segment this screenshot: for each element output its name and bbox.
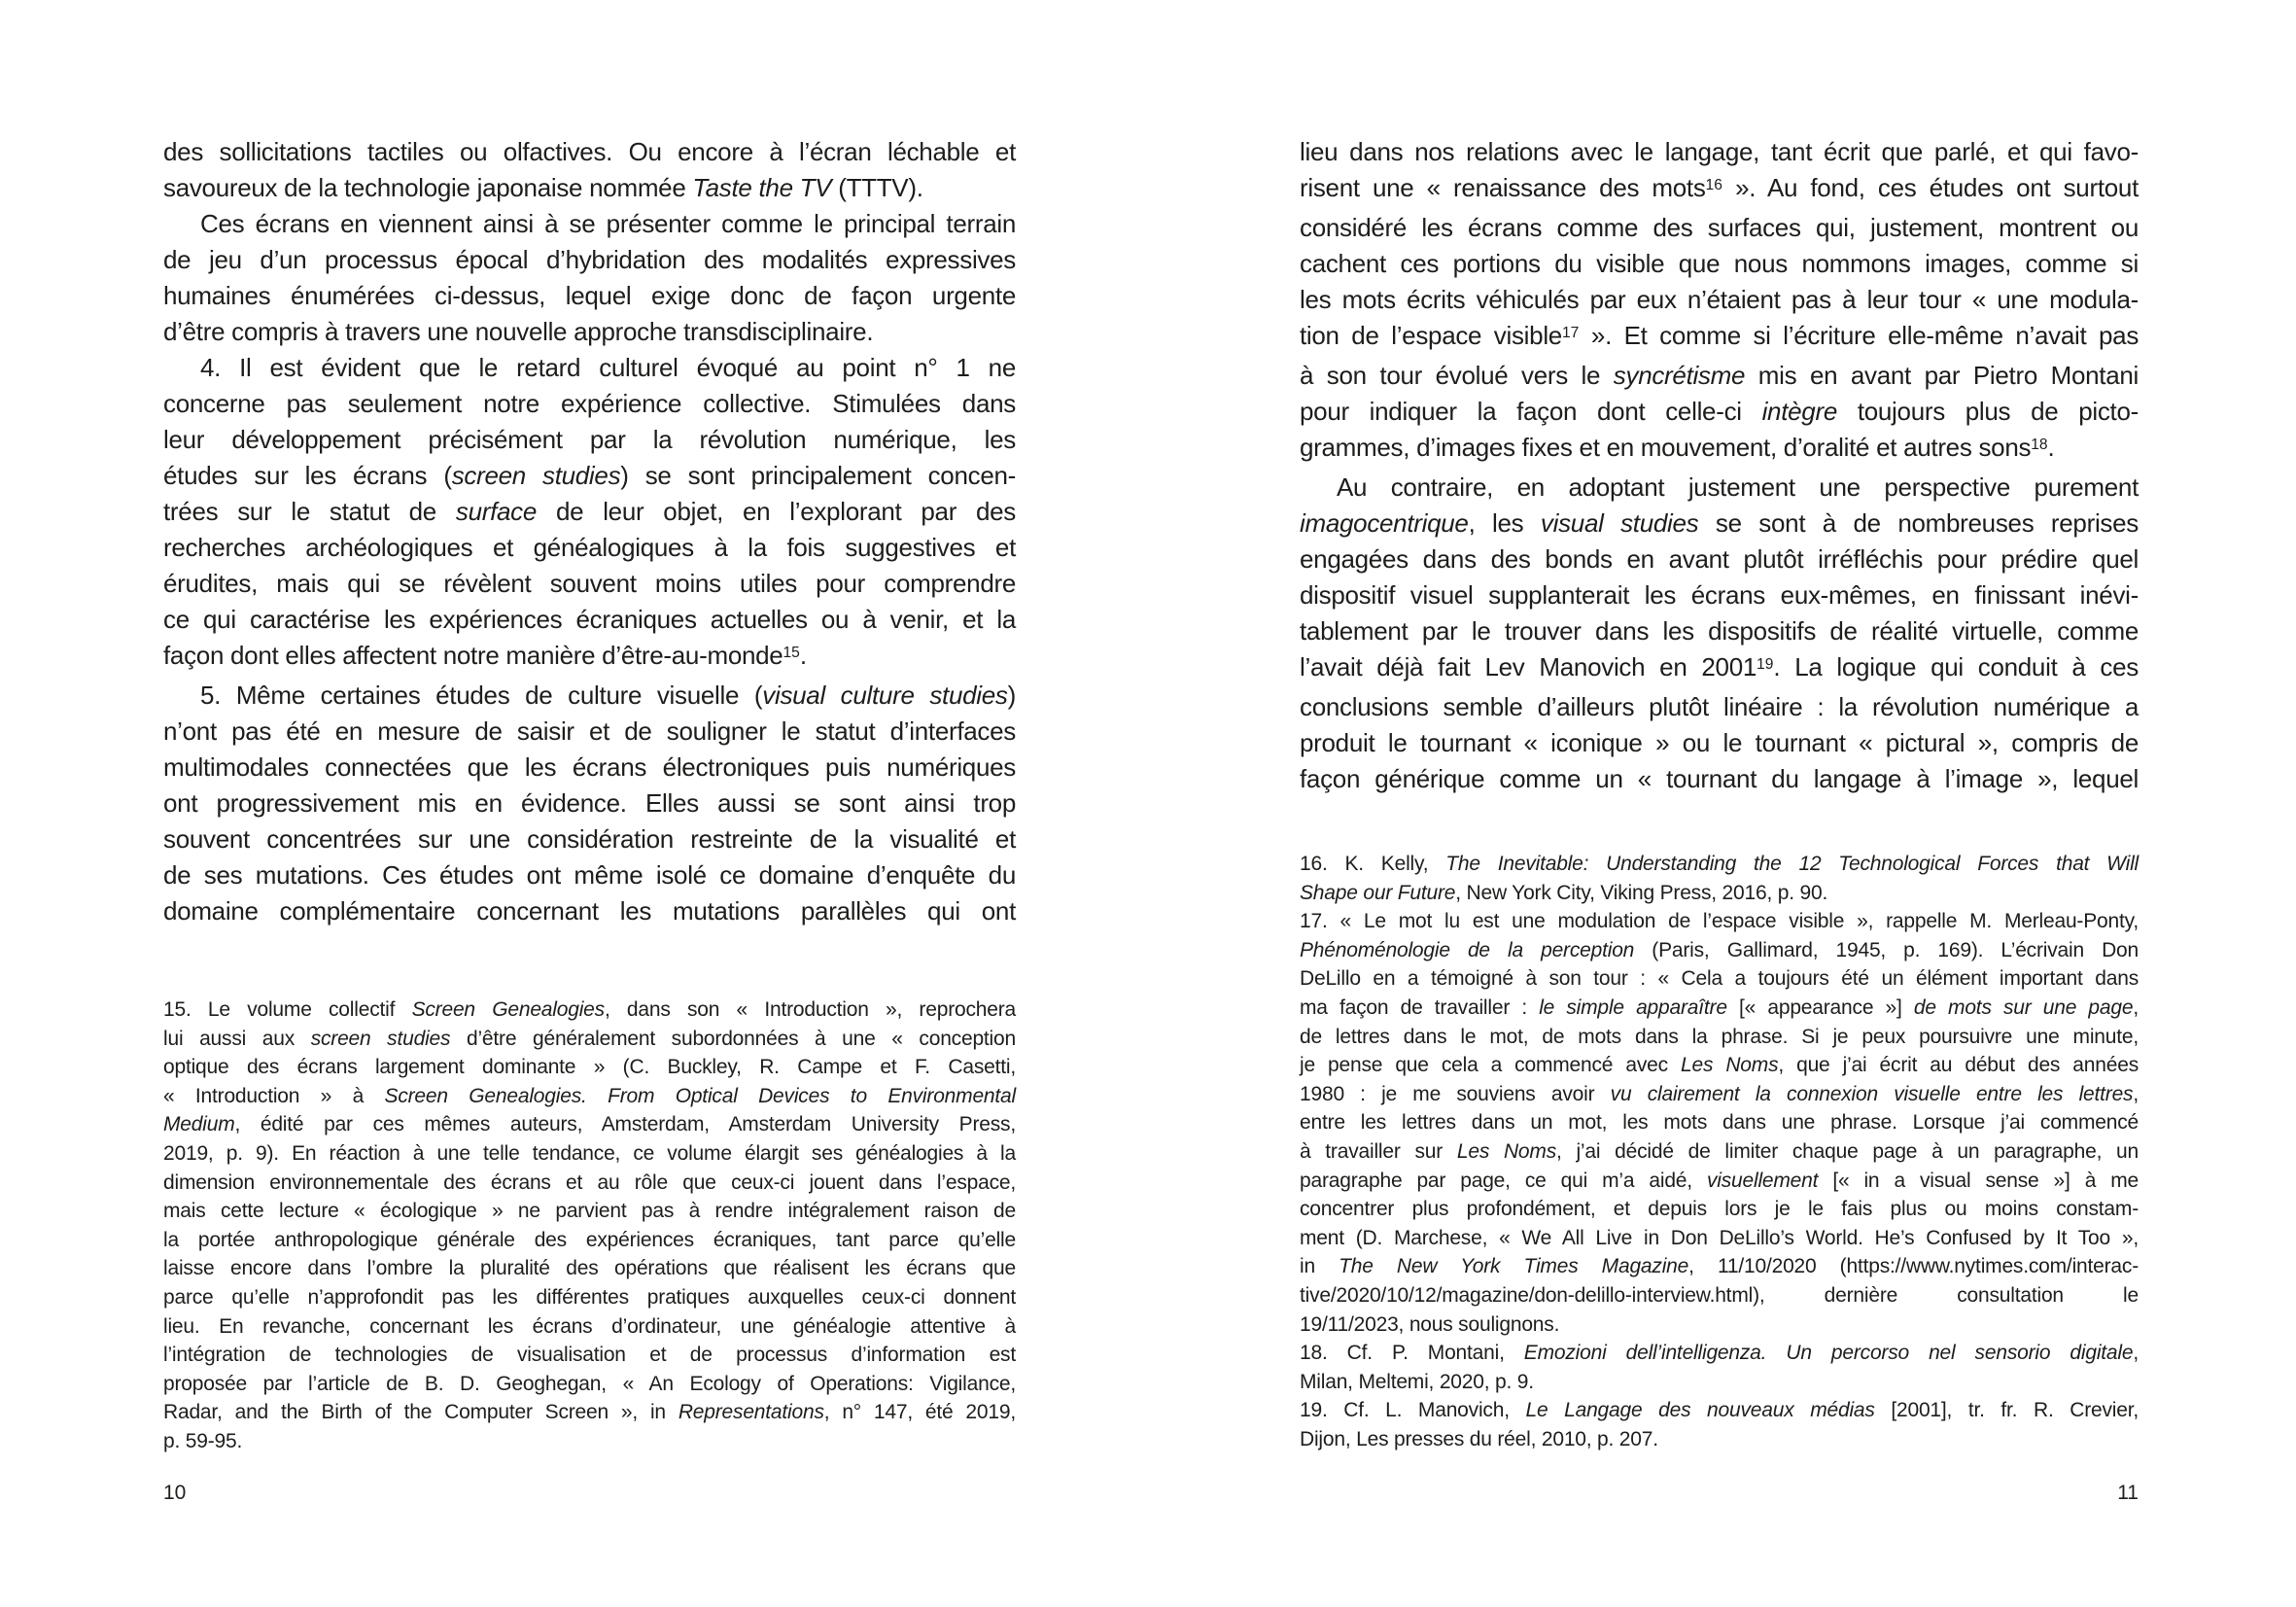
text-segment: Le Langage des nouveaux médias <box>1525 1399 1875 1422</box>
text-line <box>1300 170 2139 210</box>
text-segment: Ces écrans en viennent ainsi à se présenter comme le principal terrain <box>200 209 1016 238</box>
text-line <box>1300 541 2139 577</box>
text-segment: Shape our Future <box>1300 881 1456 904</box>
text-line <box>1300 430 2139 470</box>
text-segment: imagocentrique <box>1300 508 1469 538</box>
text-line <box>1300 1224 2139 1253</box>
text-line <box>1300 725 2139 761</box>
text-line <box>163 1197 1016 1226</box>
text-segment: mis en avant par Pietro Montani <box>1745 361 2139 390</box>
text-segment: à travailler sur <box>1300 1139 1457 1163</box>
text-segment: d’être compris à travers une nouvelle approche transdisciplinaire. <box>163 317 874 346</box>
text-segment: , les <box>1468 508 1541 538</box>
text-segment: domaine complémentaire concernant les mutations parallèles qui ont <box>163 896 1016 926</box>
text-line <box>163 1139 1016 1169</box>
text-segment: The Inevitable: Understanding the 12 Technological Forces that Will <box>1445 853 2139 875</box>
text-segment: dispositif visuel supplanterait les écrans eux-mêmes, en finissant inévi- <box>1300 580 2139 610</box>
text-line <box>163 602 1016 638</box>
text-line <box>1300 964 2139 994</box>
left-footnotes <box>163 996 1016 1456</box>
text-segment: la portée anthropologique générale des expériences écraniques, tant parce qu’elle <box>163 1228 1016 1251</box>
text-line <box>1300 1396 2139 1425</box>
text-line <box>163 530 1016 566</box>
text-line <box>1300 1368 2139 1397</box>
left-body-text <box>163 134 1016 929</box>
footnote-reference: 18 <box>2031 436 2048 453</box>
text-segment: 1980 : je me souviens avoir <box>1300 1082 1611 1105</box>
text-segment: Phénoménologie de la perception <box>1300 938 1635 961</box>
text-segment: engagées dans des bonds en avant plutôt irréfléchis pour prédire quel <box>1300 544 2139 574</box>
text-segment: Screen Genealogies. From Optical Devices to Environmental <box>384 1084 1016 1107</box>
text-segment: humaines énumérées ci-dessus, lequel exige donc de façon urgente <box>163 281 1016 310</box>
text-line <box>1300 936 2139 965</box>
text-segment: le simple apparaître <box>1539 996 1727 1019</box>
text-segment: ce qui caractérise les expériences écraniques actuelles ou à venir, et la <box>163 605 1016 634</box>
text-segment: p. 59-95. <box>163 1429 243 1452</box>
text-segment: de jeu d’un processus épocal d’hybridation des modalités expressives <box>163 245 1016 274</box>
text-line <box>163 1169 1016 1198</box>
text-line <box>1300 210 2139 246</box>
text-segment: Radar, and the Birth of the Computer Screen », in <box>163 1401 678 1424</box>
text-segment: Milan, Meltemi, 2020, p. 9. <box>1300 1370 1534 1393</box>
text-segment: leur développement précisément par la révolution numérique, les <box>163 425 1016 454</box>
text-segment: lui aussi aux <box>163 1027 311 1050</box>
text-segment: Medium <box>163 1113 235 1136</box>
page-number-right: 11 <box>2117 1482 2139 1504</box>
text-segment: , édité par ces mêmes auteurs, Amsterdam, Amsterdam University Press, <box>234 1113 1016 1136</box>
text-segment: entre les lettres dans un mot, les mots dans une phrase. Lorsque j’ai commencé <box>1300 1111 2139 1135</box>
text-line <box>1300 1425 2139 1454</box>
text-segment: ont progressivement mis en évidence. Elles aussi se sont ainsi trop <box>163 788 1016 818</box>
text-segment: optique des écrans largement dominante » (C. Buckley, R. Campe et F. Casetti, <box>163 1056 1016 1079</box>
text-line <box>1300 879 2139 908</box>
text-line <box>163 1254 1016 1283</box>
text-segment: ) <box>1007 681 1016 710</box>
text-segment: paragraphe par page, ce qui m’a aidé, <box>1300 1169 1707 1192</box>
text-segment: je pense que cela a commencé avec <box>1300 1054 1681 1077</box>
text-line <box>163 1283 1016 1312</box>
text-segment: souvent concentrées sur une considération restreinte de la visualité et <box>163 824 1016 854</box>
text-line <box>1300 318 2139 358</box>
text-segment: Dijon, Les presses du réel, 2010, p. 207. <box>1300 1427 1658 1450</box>
text-segment: Les Noms <box>1456 1139 1556 1163</box>
text-line <box>163 750 1016 786</box>
text-segment: The New York Times Magazine <box>1339 1255 1689 1278</box>
text-segment: Au contraire, en adoptant justement une perspective purement <box>1337 472 2139 502</box>
text-segment: les mots écrits véhiculés par eux n’étaient pas à leur tour « une modula- <box>1300 285 2139 314</box>
text-segment: dimension environnementale des écrans et au rôle que ceux-ci jouent dans l’espace, <box>163 1170 1016 1194</box>
text-segment: mais cette lecture « écologique » ne parvient pas à rendre intégralement raison de <box>163 1200 1016 1223</box>
text-segment: Emozioni dell’intelligenza. Un percorso nel sensorio digitale <box>1523 1342 2134 1365</box>
text-line <box>163 786 1016 821</box>
text-line <box>163 821 1016 857</box>
text-segment: d’être généralement subordonnées à une « conception <box>450 1027 1016 1050</box>
text-line <box>1300 1281 2139 1310</box>
text-segment: , j’ai décidé de limiter chaque page à un paragraphe, un <box>1556 1139 2139 1163</box>
text-segment: , n° 147, été 2019, <box>823 1401 1016 1424</box>
text-line <box>1300 358 2139 394</box>
text-segment: (Paris, Gallimard, 1945, p. 169). L’écrivain Don <box>1634 938 2139 961</box>
text-line <box>163 494 1016 530</box>
text-segment: . <box>799 641 807 670</box>
text-segment: 15. Le volume collectif <box>163 998 412 1021</box>
text-line <box>163 1226 1016 1255</box>
text-segment: produit le tournant « iconique » ou le tournant « pictural », compris de <box>1300 728 2139 757</box>
text-segment: . La logique qui conduit à ces <box>1773 652 2139 681</box>
text-line <box>1300 1195 2139 1224</box>
text-segment: de ses mutations. Ces études ont même isolé ce domaine d’enquête du <box>163 860 1016 890</box>
text-segment: proposée par l’article de B. D. Geoghegan, « An Ecology of Operations: Vigilance, <box>163 1372 1016 1395</box>
page-number-left: 10 <box>163 1482 187 1504</box>
text-segment: lieu dans nos relations avec le langage, tant écrit que parlé, et qui favo- <box>1300 137 2139 166</box>
text-segment: de lettres dans le mot, de mots dans la phrase. Si je peux poursuivre une minute, <box>1300 1025 2139 1048</box>
text-segment: syncrétisme <box>1613 361 1746 390</box>
text-segment: 19. Cf. L. Manovich, <box>1300 1399 1526 1422</box>
text-segment: recherches archéologiques et généalogiques à la fois suggestives et <box>163 533 1016 562</box>
text-segment: tion de l’espace visible <box>1300 321 1562 350</box>
text-line <box>163 678 1016 714</box>
text-line <box>1300 761 2139 797</box>
text-line <box>163 1312 1016 1342</box>
text-line <box>163 714 1016 750</box>
text-segment: intègre <box>1761 397 1837 426</box>
text-segment: , dans son « Introduction », reprochera <box>604 998 1016 1021</box>
text-line <box>163 996 1016 1025</box>
text-line <box>1300 1137 2139 1167</box>
text-segment: , <box>2133 1342 2139 1365</box>
text-segment: des sollicitations tactiles ou olfactives. Ou encore à l’écran léchable et <box>163 137 1016 166</box>
text-segment: n’ont pas été en mesure de saisir et de souligner le statut d’interfaces <box>163 716 1016 746</box>
text-segment: façon générique comme un « tournant du langage à l’image », lequel <box>1300 764 2139 793</box>
text-segment: [« in a visual sense »] à me <box>1818 1169 2139 1192</box>
text-segment: l’avait déjà fait Lev Manovich en 2001 <box>1300 652 1757 681</box>
text-segment: ». Au fond, ces études ont surtout <box>1722 173 2139 202</box>
text-segment: 17. « Le mot lu est une modulation de l’espace visible », rappelle M. Merleau-Ponty, <box>1300 910 2139 933</box>
text-segment: (TTTV). <box>831 173 923 202</box>
text-line <box>1300 649 2139 689</box>
text-segment: lieu. En revanche, concernant les écrans d’ordinateur, une généalogie attentive à <box>163 1314 1016 1338</box>
text-line <box>1300 246 2139 282</box>
text-line <box>1300 1339 2139 1368</box>
text-segment: visual culture studies <box>762 681 1008 710</box>
text-line <box>163 386 1016 422</box>
text-line <box>1300 394 2139 430</box>
text-segment: 18. Cf. P. Montani, <box>1300 1342 1524 1365</box>
text-line <box>1300 994 2139 1023</box>
text-line <box>163 314 1016 350</box>
text-line <box>163 857 1016 893</box>
text-line <box>1300 1023 2139 1052</box>
text-segment: ». Et comme si l’écriture elle-même n’avait pas <box>1579 321 2139 350</box>
text-segment: considéré les écrans comme des surfaces qui, justement, montrent ou <box>1300 213 2139 242</box>
text-segment: , <box>2133 996 2139 1019</box>
text-segment: risent une « renaissance des mots <box>1300 173 1706 202</box>
text-segment: multimodales connectées que les écrans électroniques puis numériques <box>163 752 1016 782</box>
text-line <box>163 1025 1016 1054</box>
text-line <box>163 566 1016 602</box>
text-segment: grammes, d’images fixes et en mouvement, d’oralité et autres sons <box>1300 433 2032 462</box>
text-line <box>1300 470 2139 506</box>
text-line <box>163 134 1016 170</box>
right-body-text <box>1300 134 2139 797</box>
text-segment: savoureux de la technologie japonaise nommée <box>163 173 693 202</box>
text-line <box>1300 1167 2139 1196</box>
text-segment: visuellement <box>1706 1169 1819 1192</box>
text-segment: à son tour évolué vers le <box>1300 361 1614 390</box>
text-line <box>163 893 1016 929</box>
text-segment: 4. Il est évident que le retard culturel évoqué au point n° 1 ne <box>200 353 1016 382</box>
text-segment: ma façon de travailler : <box>1300 996 1540 1019</box>
text-segment: visual studies <box>1540 508 1699 538</box>
text-line <box>1300 1108 2139 1137</box>
text-segment: surface <box>455 497 538 526</box>
text-segment: 5. Même certaines études de culture visuelle ( <box>200 681 763 710</box>
text-line <box>1300 1310 2139 1340</box>
text-segment: in <box>1300 1255 1339 1278</box>
text-line <box>1300 134 2139 170</box>
text-segment: . <box>2047 433 2055 462</box>
text-line <box>163 638 1016 678</box>
text-line <box>163 278 1016 314</box>
text-line <box>1300 1080 2139 1109</box>
text-line <box>163 1082 1016 1111</box>
text-line <box>163 1110 1016 1139</box>
text-segment: , <box>2133 1082 2139 1105</box>
text-segment: « Introduction » à <box>163 1084 385 1107</box>
text-segment: 16. K. Kelly, <box>1300 853 1446 875</box>
text-line <box>163 1053 1016 1082</box>
text-segment: screen studies <box>451 461 621 490</box>
text-segment: 2019, p. 9). En réaction à une telle tendance, ce volume élargit ses généalogies à la <box>163 1141 1016 1165</box>
text-segment: ment (D. Marchese, « We All Live in Don DeLillo’s World. He’s Confused by It Too », <box>1300 1226 2139 1249</box>
text-segment: l’intégration de technologies de visualisation et de processus d’information est <box>163 1344 1016 1367</box>
text-line <box>163 206 1016 242</box>
text-line <box>1300 282 2139 318</box>
text-line <box>163 1398 1016 1427</box>
text-segment: pour indiquer la façon dont celle-ci <box>1300 397 1762 426</box>
footnote-reference: 15 <box>783 644 800 661</box>
text-segment: parce qu’elle n’approfondit pas les différentes pratiques auxquelles ceux-ci donnent <box>163 1285 1016 1309</box>
text-segment: études sur les écrans ( <box>163 461 452 490</box>
text-segment: concentrer plus profondément, et depuis lors je le fais plus ou moins constam- <box>1300 1198 2139 1221</box>
text-line <box>1300 577 2139 613</box>
text-segment: laisse encore dans l’ombre la pluralité des opérations que réalisent les écrans que <box>163 1257 1016 1280</box>
text-segment: , 11/10/2020 (https://www.nytimes.com/interac- <box>1688 1255 2139 1278</box>
text-segment: concerne pas seulement notre expérience collective. Stimulées dans <box>163 389 1016 418</box>
text-segment: , New York City, Viking Press, 2016, p. 90. <box>1455 881 1828 904</box>
text-segment: screen studies <box>310 1027 451 1050</box>
text-segment: Screen Genealogies <box>411 998 605 1021</box>
text-line <box>1300 1252 2139 1281</box>
text-segment: façon dont elles affectent notre manière d’être-au-monde <box>163 641 783 670</box>
text-line <box>1300 613 2139 649</box>
text-segment: Representations <box>678 1401 824 1424</box>
text-line <box>163 1370 1016 1399</box>
text-segment: cachent ces portions du visible que nous nommons images, comme si <box>1300 249 2139 278</box>
text-segment: trées sur le statut de <box>163 497 456 526</box>
right-footnotes <box>1300 850 2139 1453</box>
text-segment: vu clairement la connexion visuelle entre les lettres <box>1610 1082 2134 1105</box>
text-segment: [« appearance »] <box>1726 996 1914 1019</box>
text-line <box>163 1341 1016 1370</box>
text-line <box>163 242 1016 278</box>
text-segment: toujours plus de picto- <box>1836 397 2139 426</box>
text-segment: tive/2020/10/12/magazine/don-delillo-interview.html), dernière consultation le <box>1300 1283 2139 1307</box>
text-segment: Les Noms <box>1681 1054 1779 1077</box>
text-segment: de mots sur une page <box>1913 996 2134 1019</box>
text-segment: 19/11/2023, nous soulignons. <box>1300 1312 1560 1336</box>
text-line <box>163 1427 1016 1456</box>
text-segment: se sont à de nombreuses reprises <box>1698 508 2139 538</box>
footnote-reference: 17 <box>1561 324 1580 341</box>
text-line <box>1300 506 2139 541</box>
text-line <box>1300 1051 2139 1080</box>
text-segment: DeLillo en a témoigné à son tour : « Cela a toujours été un élément important dans <box>1300 967 2139 991</box>
text-segment: de leur objet, en l’explorant par des <box>537 497 1016 526</box>
text-segment: tablement par le trouver dans les dispositifs de réalité virtuelle, comme <box>1300 616 2139 646</box>
text-segment: Taste the TV <box>692 173 832 202</box>
text-line <box>163 422 1016 458</box>
footnote-reference: 16 <box>1705 176 1722 193</box>
text-segment: érudites, mais qui se révèlent souvent moins utiles pour comprendre <box>163 569 1016 598</box>
text-segment: conclusions semble d’ailleurs plutôt linéaire : la révolution numérique a <box>1300 692 2139 721</box>
text-line <box>1300 850 2139 879</box>
text-line <box>163 350 1016 386</box>
text-line <box>163 170 1016 206</box>
footnote-reference: 19 <box>1757 655 1774 673</box>
text-line <box>1300 907 2139 936</box>
text-segment: , que j’ai écrit au début des années <box>1778 1054 2139 1077</box>
text-segment: ) se sont principalement concen- <box>620 461 1016 490</box>
text-segment: [2001], tr. fr. R. Crevier, <box>1874 1399 2139 1422</box>
text-line <box>1300 689 2139 725</box>
text-line <box>163 458 1016 494</box>
